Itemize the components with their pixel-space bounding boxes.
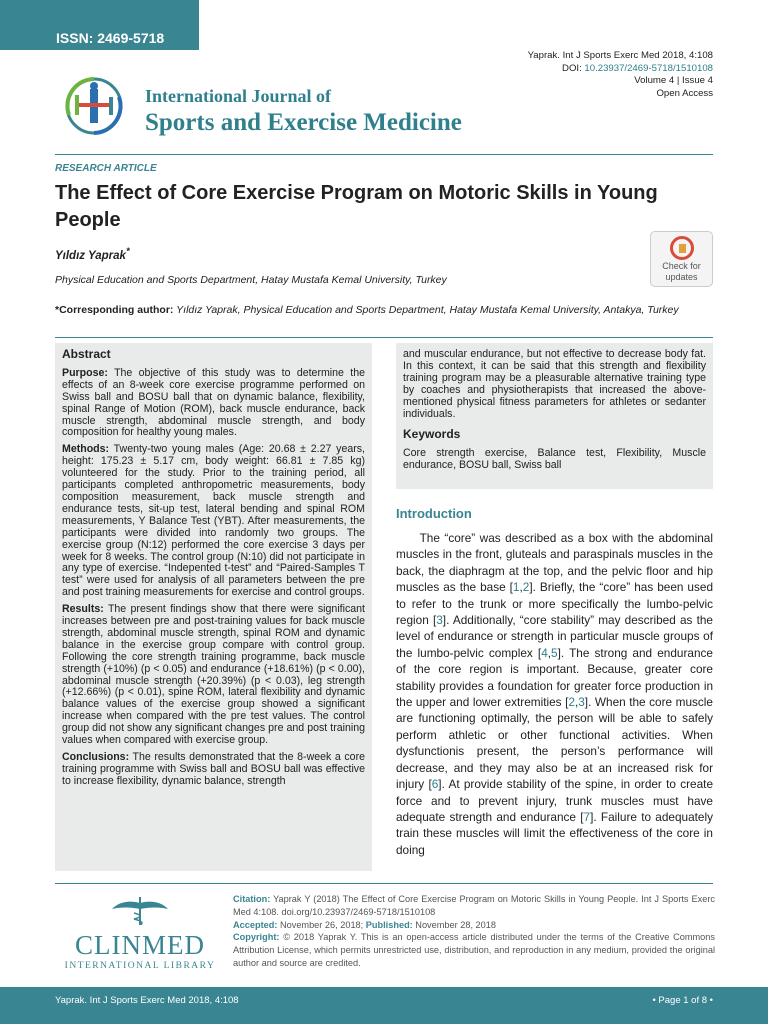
check-updates-label-2: updates [665,272,698,282]
journal-logo [55,75,133,137]
ref-link[interactable]: 5 [551,645,558,660]
publisher-name: CLINMED [75,930,205,960]
check-updates-icon [670,236,694,260]
ref-link[interactable]: 4 [541,645,548,660]
footer-citation: Yaprak. Int J Sports Exerc Med 2018, 4:108 [55,995,239,1006]
abstract-box [55,343,372,871]
citation: Citation: Yaprak Y (2018) The Effect of Core Exercise Program on Motoric Skills in Young People. Int J Sports Exerc Med 4:108. doi.org/10.23937/2469-5718/1510108 [233,894,715,917]
citation-line: Yaprak. Int J Sports Exerc Med 2018, 4:108 [527,50,713,61]
journal-name-prefix: International Journal of [145,86,332,106]
body-divider [55,337,713,338]
ref-link[interactable]: 3 [578,695,585,710]
introduction-text: The “core” was described as a box with the abdominal muscles in the front, gluteals and paraspinals muscles in the back, the diaphragm at the top, and the pelvic floor and hip muscles as the base [1,2]. Briefly, the “core” has been used to refer to the trunk or more specifically the lumbo-pelvic region [3]. Additionally, “core stability” may described as the level of endurance or strength in particular muscle groups of the lumbo-pelvic complex [4,5]. The strong and endurance of the core region is important. Because, greater core stability provides a foundation for greater force production in the upper and lower extremities [2,3]. When the core muscle are functioning optimally, the person will be able to safely perform athletic or other functional activities. When dysfunctionis present, the person’s performance will decrease, and they may also be at an increased risk for injury [6]. At provide stability of the spine, in order to create force and to prevent injury, trunk muscles must have adequate strength and endurance [7]. Failure to adequately train these muscles will limit the effectiveness of the core in doing [396,531,714,857]
page-footer [0,987,768,1024]
article-type: RESEARCH ARTICLE [55,163,157,174]
ref-link[interactable]: 1 [512,580,520,595]
ref-link[interactable]: 2 [522,580,530,595]
ref-link[interactable]: 3 [436,613,443,628]
journal-name: Sports and Exercise Medicine [145,109,462,136]
header-divider [55,154,713,155]
citation-divider [55,883,713,884]
issn-banner: ISSN: 2469-5718 [0,0,199,50]
ref-link[interactable]: 6 [431,777,439,792]
volume-issue: Volume 4 | Issue 4 [634,75,713,86]
article-meta [528,50,713,100]
keywords-heading: Keywords [403,427,461,442]
abstract-continued: and muscular endurance, but not effective to decrease body fat. In this context, it can be said that this strength and flexibility training program may be a pleasurable alternative training type by coaches and physiotherapists that increased the above-mentioned physical fitness parameters for athletes or sedanter individuals. [403,348,706,420]
abstract-methods: Methods: Twenty-two young males (Age: 20.68 ± 2.27 years, height: 175.23 ± 5.17 cm, body weight: 66.81 ± 7.85 kg) volunteered for the study. Prior to the training period, all participants completed anthropometric measurements, body composition measurement, back muscle strength and endurance tests, sit-up test, lateral bending and spinal ROM measurements, Y Balance Test (YBT). After measurements, the participants were divided into randomly two groups. The exercise group (N:12) performed the core exercise 3 days per week for 8 weeks. The control group (N:10) did not participate in any type of exercise. “Indepented t-test” and “Paired-Samples T test” were used for analysis of all parameters between the pre and post training measurements for exercise and control groups. [62,443,365,599]
doi-link[interactable]: 10.23937/2469-5718/1510108 [584,62,713,74]
abstract-continued-box [396,343,713,489]
publisher-logo [55,895,225,975]
ref-link[interactable]: 2 [568,695,575,710]
publisher-subtitle: INTERNATIONAL LIBRARY [64,961,216,971]
check-updates-label-1: Check for [662,261,701,271]
copyright: Copyright: © 2018 Yaprak Y. This is an open-access article distributed under the terms of the Creative Commons Attribution License, which permits unrestricted use, distribution, and reproduction in any medium, provided the original author and source are credited. [233,932,715,968]
affiliation: Physical Education and Sports Department, Hatay Mustafa Kemal University, Turkey [55,274,447,286]
abstract-results: Results: The present findings show that there were significant increases between pre and post-training values for back muscle strength, abdominal muscle strength, spinal ROM and dynamic balance in the exercise group compare with control group. Following the core strength training programme, back muscle strength (+10%) (p < 0.05) and endurance (+18.61%) (p < 0.00), abdominal muscle strength (+20.39%) (p < 0.03), leg strength (+12.66%) (p < 0.01), spine ROM, lateral flexibility and dynamic balance values of the exercise group showed a significant increase when compared with the pre test values. The control group did not show any significant changes pre and post training values when compared with exercise group. [62,603,365,747]
open-access-label: Open Access [656,87,713,99]
caduceus-icon [110,895,170,925]
doi-line: DOI: 10.23937/2469-5718/1510108 [562,62,713,74]
citation-block [233,893,715,970]
introduction-heading: Introduction [396,506,472,521]
author-name: Yıldız Yaprak* [55,246,130,262]
abstract-conclusions: Conclusions: The results demonstrated that the 8-week a core training programme with Swiss ball and BOSU ball was effective to increase flexibility, dynamic balance, strength [62,751,365,787]
dates: Accepted: November 26, 2018; Published: November 28, 2018 [233,919,496,930]
article-title: The Effect of Core Exercise Program on Motoric Skills in Young People [55,182,658,231]
keywords-text: Core strength exercise, Balance test, Flexibility, Muscle endurance, BOSU ball, Swiss ball [403,447,706,472]
ref-link[interactable]: 7 [583,809,591,824]
check-for-updates-button[interactable] [650,231,713,287]
page-number: • Page 1 of 8 • [652,995,713,1006]
abstract-heading: Abstract [62,347,111,361]
abstract-purpose: Purpose: The objective of this study was to determine the effects of an 8-week core exercise programme performed on Swiss ball and BOSU ball that on dynamic balance, flexibility, spinal Range of Motion (ROM), back muscle endurance, back muscle strength, abdominal muscle strength, and body composition for healthy young males. [62,366,365,439]
corresponding-author: *Corresponding author: Yıldız Yaprak, Physical Education and Sports Department, Hatay Mustafa Kemal University, Antakya, Turkey [55,304,679,316]
